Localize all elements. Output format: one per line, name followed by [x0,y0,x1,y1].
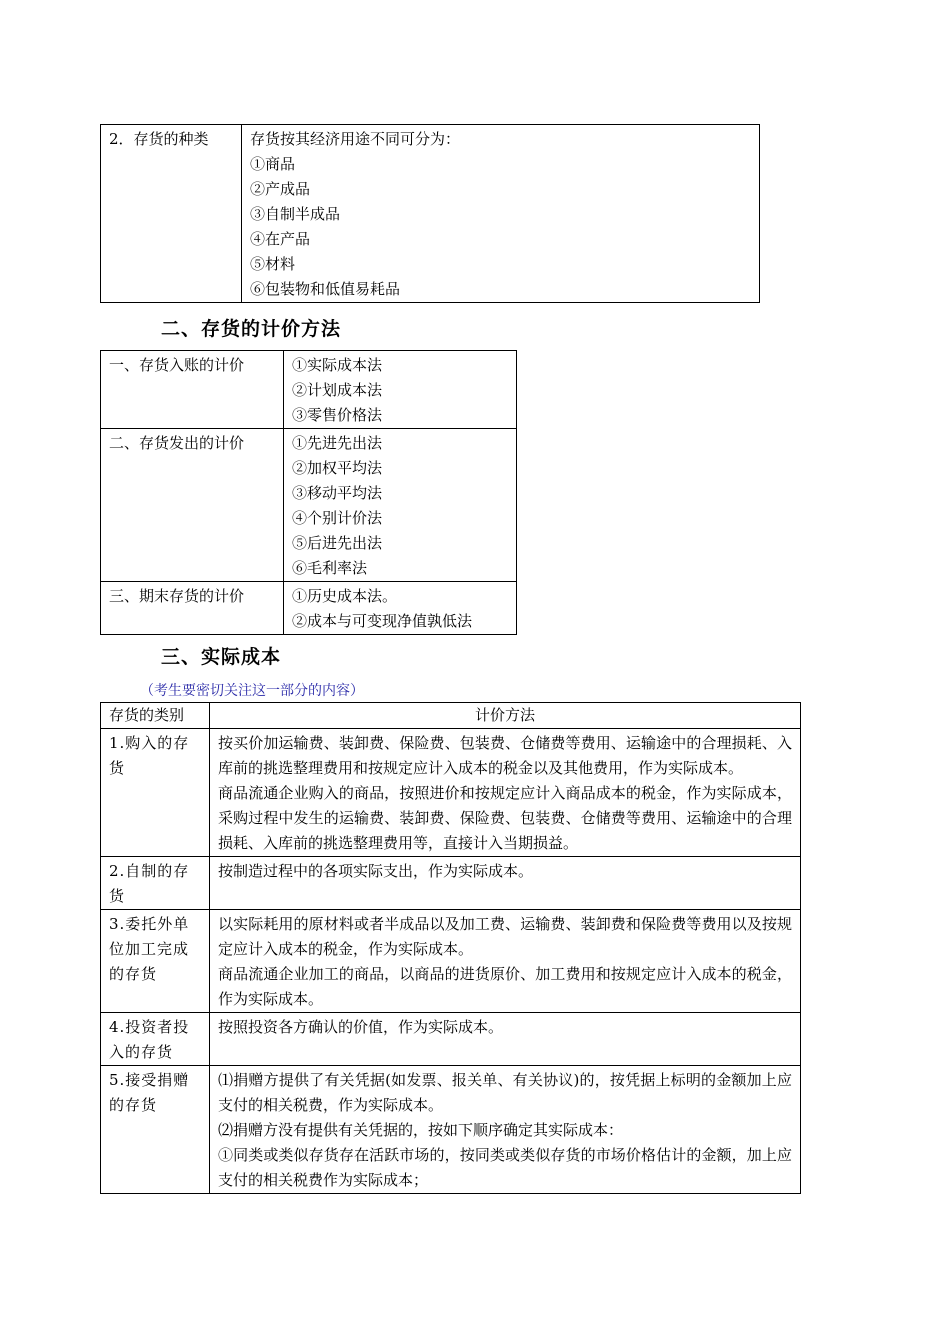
row-key: 2．存货的种类 [101,125,242,303]
paragraph: 按制造过程中的各项实际支出，作为实际成本。 [218,862,534,880]
list-item: ①先进先出法 [292,434,383,452]
valuation-methods-table [100,350,517,635]
row-key: 一、存货入账的计价 [101,351,284,429]
paragraph: ⑵捐赠方没有提供有关凭据的，按如下顺序确定其实际成本： [218,1121,624,1139]
paragraph: ⑴捐赠方提供了有关凭据(如发票、报关单、有关协议)的，按凭据上标明的金额加上应支付的相关税费，作为实际成本。 [218,1071,792,1114]
list-item: ①历史成本法。 [292,587,398,605]
row-value [210,857,801,910]
table-row [101,857,801,910]
list-item: ⑤材料 [250,255,296,273]
row-value [242,125,760,303]
section-heading: 三、实际成本 [161,646,282,668]
paragraph: 按照投资各方确认的价值，作为实际成本。 [218,1018,504,1036]
table-row [101,125,760,303]
list-item: ③移动平均法 [292,484,383,502]
row-value [284,429,517,582]
column-header: 计价方法 [210,703,801,729]
table-row [101,1013,801,1066]
row-key: 1.购入的存货 [101,729,210,857]
section-note: （考生要密切关注这一部分的内容） [140,683,364,699]
list-item: ④个别计价法 [292,509,383,527]
list-item: ⑥毛利率法 [292,559,368,577]
paragraph: 商品流通企业购入的商品，按照进价和按规定应计入商品成本的税金，作为实际成本，采购过程中发生的运输费、装卸费、保险费、包装费、仓储费等费用、运输途中的合理损耗、入库前的挑选整理费用等，直接计入当期损益。 [218,784,792,852]
row-key: 4.投资者投入的存货 [101,1013,210,1066]
list-item: ②加权平均法 [292,459,383,477]
list-item: ②产成品 [250,180,311,198]
row-key: 5.接受捐赠的存货 [101,1066,210,1194]
paragraph: 以实际耗用的原材料或者半成品以及加工费、运输费、装卸费和保险费等费用以及按规定应计入成本的税金，作为实际成本。 [218,915,792,958]
row-key: 3.委托外单位加工完成的存货 [101,910,210,1013]
table-row [101,351,517,429]
table-row [101,729,801,857]
list-item: ②计划成本法 [292,381,383,399]
paragraph: ①同类或类似存货存在活跃市场的，按同类或类似存货的市场价格估计的金额，加上应支付的相关税费作为实际成本； [218,1146,792,1189]
list-item: ②成本与可变现净值孰低法 [292,612,473,630]
row-value [284,582,517,635]
table-row [101,1066,801,1194]
table-row [101,429,517,582]
row-value [284,351,517,429]
list-item: ①实际成本法 [292,356,383,374]
list-item: ⑤后进先出法 [292,534,383,552]
row-value [210,1066,801,1194]
row-value [210,910,801,1013]
table-row [101,910,801,1013]
row-value [210,1013,801,1066]
column-header: 存货的类别 [101,703,210,729]
inventory-types-table [100,124,760,303]
row-key: 三、期末存货的计价 [101,582,284,635]
list-item: ⑥包装物和低值易耗品 [250,280,401,298]
list-item: ①商品 [250,155,296,173]
row-value [210,729,801,857]
intro-text: 存货按其经济用途不同可分为： [250,130,461,148]
table-row [101,582,517,635]
header-row [101,703,801,729]
list-item: ③自制半成品 [250,205,341,223]
row-key: 二、存货发出的计价 [101,429,284,582]
section-heading: 二、存货的计价方法 [161,318,342,340]
list-item: ③零售价格法 [292,406,383,424]
paragraph: 按买价加运输费、装卸费、保险费、包装费、仓储费等费用、运输途中的合理损耗、入库前的挑选整理费用和按规定应计入成本的税金以及其他费用，作为实际成本。 [218,734,792,777]
actual-cost-table [100,702,801,1194]
paragraph: 商品流通企业加工的商品，以商品的进货原价、加工费用和按规定应计入成本的税金，作为实际成本。 [218,965,792,1008]
row-key: 2.自制的存货 [101,857,210,910]
list-item: ④在产品 [250,230,311,248]
